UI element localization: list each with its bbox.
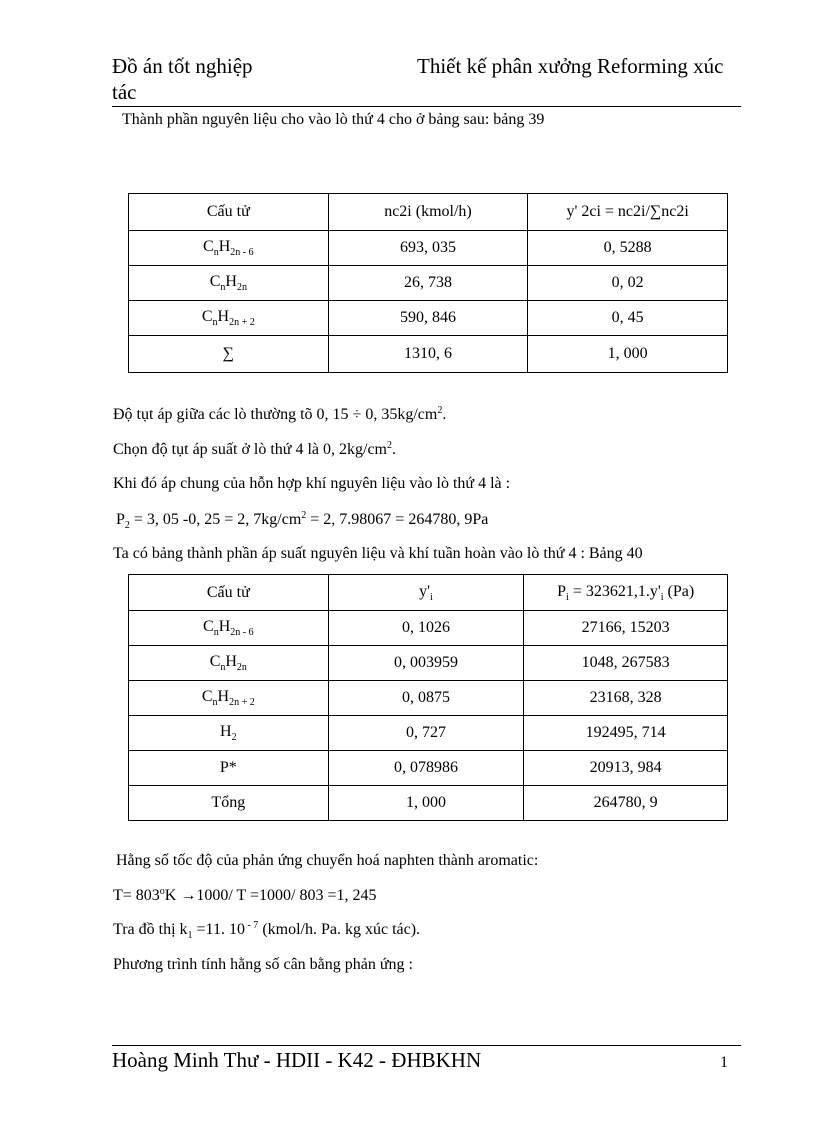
page-number: 1 <box>720 1054 728 1071</box>
table-row <box>129 646 728 681</box>
component-cell: $C_nH_{2n + 2}$ <box>129 681 329 716</box>
table-header-row <box>129 194 728 231</box>
equation-k1: Tra đồ thị $k_1 =11$. 10 $^{- 7}$ (kmol/h. Pa. kg xúc tác). <box>113 920 421 941</box>
value-cell: 0, 02 <box>528 266 728 301</box>
paragraph-rate-constant: Hằng số tốc độ của phản ứng chuyển hoá naphten thành aromatic: <box>116 852 539 869</box>
footer-rule <box>112 1045 741 1046</box>
value-cell: 20913, 984 <box>524 751 728 786</box>
component-cell: P* <box>129 751 329 786</box>
value-cell: 1, 000 <box>528 336 728 373</box>
header-cell: Cấu tử <box>129 194 329 231</box>
component-cell: $C_nH_{2n - 6}$ <box>129 231 329 266</box>
header-continuation: tác <box>112 80 137 104</box>
component-cell: $C_nH_{2n - 6}$ <box>129 611 329 646</box>
table-40 <box>128 574 728 821</box>
table-row <box>129 301 728 336</box>
component-cell: Tổng <box>129 786 329 821</box>
header-right: Thiết kế phân xưởng Reforming xúc <box>417 54 724 78</box>
component-cell: ∑ <box>129 336 329 373</box>
paragraph-pressure-drop: Độ tụt áp giữa các lò thường tõ 0, 15 ÷ 0, $35kg/cm^2$. <box>113 405 447 423</box>
header-left: Đồ án tốt nghiệp <box>112 54 253 78</box>
component-cell: $C_nH_{2n}$ <box>129 646 329 681</box>
value-cell: 0, 45 <box>528 301 728 336</box>
table-row <box>129 716 728 751</box>
paragraph-equilibrium: Phương trình tính hằng số cân bằng phản ứng : <box>113 956 413 973</box>
table-row <box>129 786 728 821</box>
header-cell: nc2i (kmol/h) <box>328 194 528 231</box>
value-cell: 1310, 6 <box>328 336 528 373</box>
equation-temperature: $T= 803^oK \to 1000/$ T =1000/ 803 =1, 245 <box>113 886 377 904</box>
value-cell: 0, 003959 <box>328 646 524 681</box>
table-row <box>129 336 728 373</box>
table-row <box>129 751 728 786</box>
value-cell: 23168, 328 <box>524 681 728 716</box>
value-cell: 0, 1026 <box>328 611 524 646</box>
value-cell: 192495, 714 <box>524 716 728 751</box>
intro-text: Thành phần nguyên liệu cho vào lò thứ 4 cho ở bảng sau: bảng 39 <box>122 111 545 128</box>
header-rule <box>112 106 741 107</box>
value-cell: 1048, 267583 <box>524 646 728 681</box>
value-cell: 27166, 15203 <box>524 611 728 646</box>
paragraph-table40-intro: Ta có bảng thành phần áp suất nguyên liệu và khí tuần hoàn vào lò thứ 4 : Bảng 40 <box>113 545 643 562</box>
value-cell: 693, 035 <box>328 231 528 266</box>
component-cell: $C_nH_{2n}$ <box>129 266 329 301</box>
value-cell: 0, 5288 <box>528 231 728 266</box>
equation-p2: $P_2 = 3$, 05 -0, 25 = 2, $7kg/cm^2 = 2$, 7.98067 = 264780, 9Pa <box>116 510 489 531</box>
header-cell: y' 2ci = nc2i/∑nc2i <box>528 194 728 231</box>
value-cell: 1, 000 <box>328 786 524 821</box>
table-39 <box>128 193 728 373</box>
table-row <box>129 681 728 716</box>
value-cell: 264780, 9 <box>524 786 728 821</box>
value-cell: 0, 727 <box>328 716 524 751</box>
value-cell: 26, 738 <box>328 266 528 301</box>
value-cell: 590, 846 <box>328 301 528 336</box>
table-header-row <box>129 575 728 611</box>
value-cell: 0, 0875 <box>328 681 524 716</box>
table-row <box>129 266 728 301</box>
header-cell: Cấu tử <box>129 575 329 611</box>
value-cell: 0, 078986 <box>328 751 524 786</box>
footer-author: Hoàng Minh Thư - HDII - K42 - ĐHBKHN <box>112 1048 482 1072</box>
component-cell: $C_nH_{2n + 2}$ <box>129 301 329 336</box>
table-row <box>129 231 728 266</box>
paragraph-total-pressure: Khi đó áp chung của hỗn hợp khí nguyên liệu vào lò thứ 4 là : <box>113 475 511 492</box>
paragraph-choose-drop: Chọn độ tụt áp suất ở lò thứ 4 là 0, $2kg/cm^2$. <box>113 440 396 458</box>
table-row <box>129 611 728 646</box>
header-cell: $P_i = 323621,1.y'_i$ (Pa) <box>524 575 728 611</box>
header-cell: $y'_i$ <box>328 575 524 611</box>
component-cell: $H_2$ <box>129 716 329 751</box>
